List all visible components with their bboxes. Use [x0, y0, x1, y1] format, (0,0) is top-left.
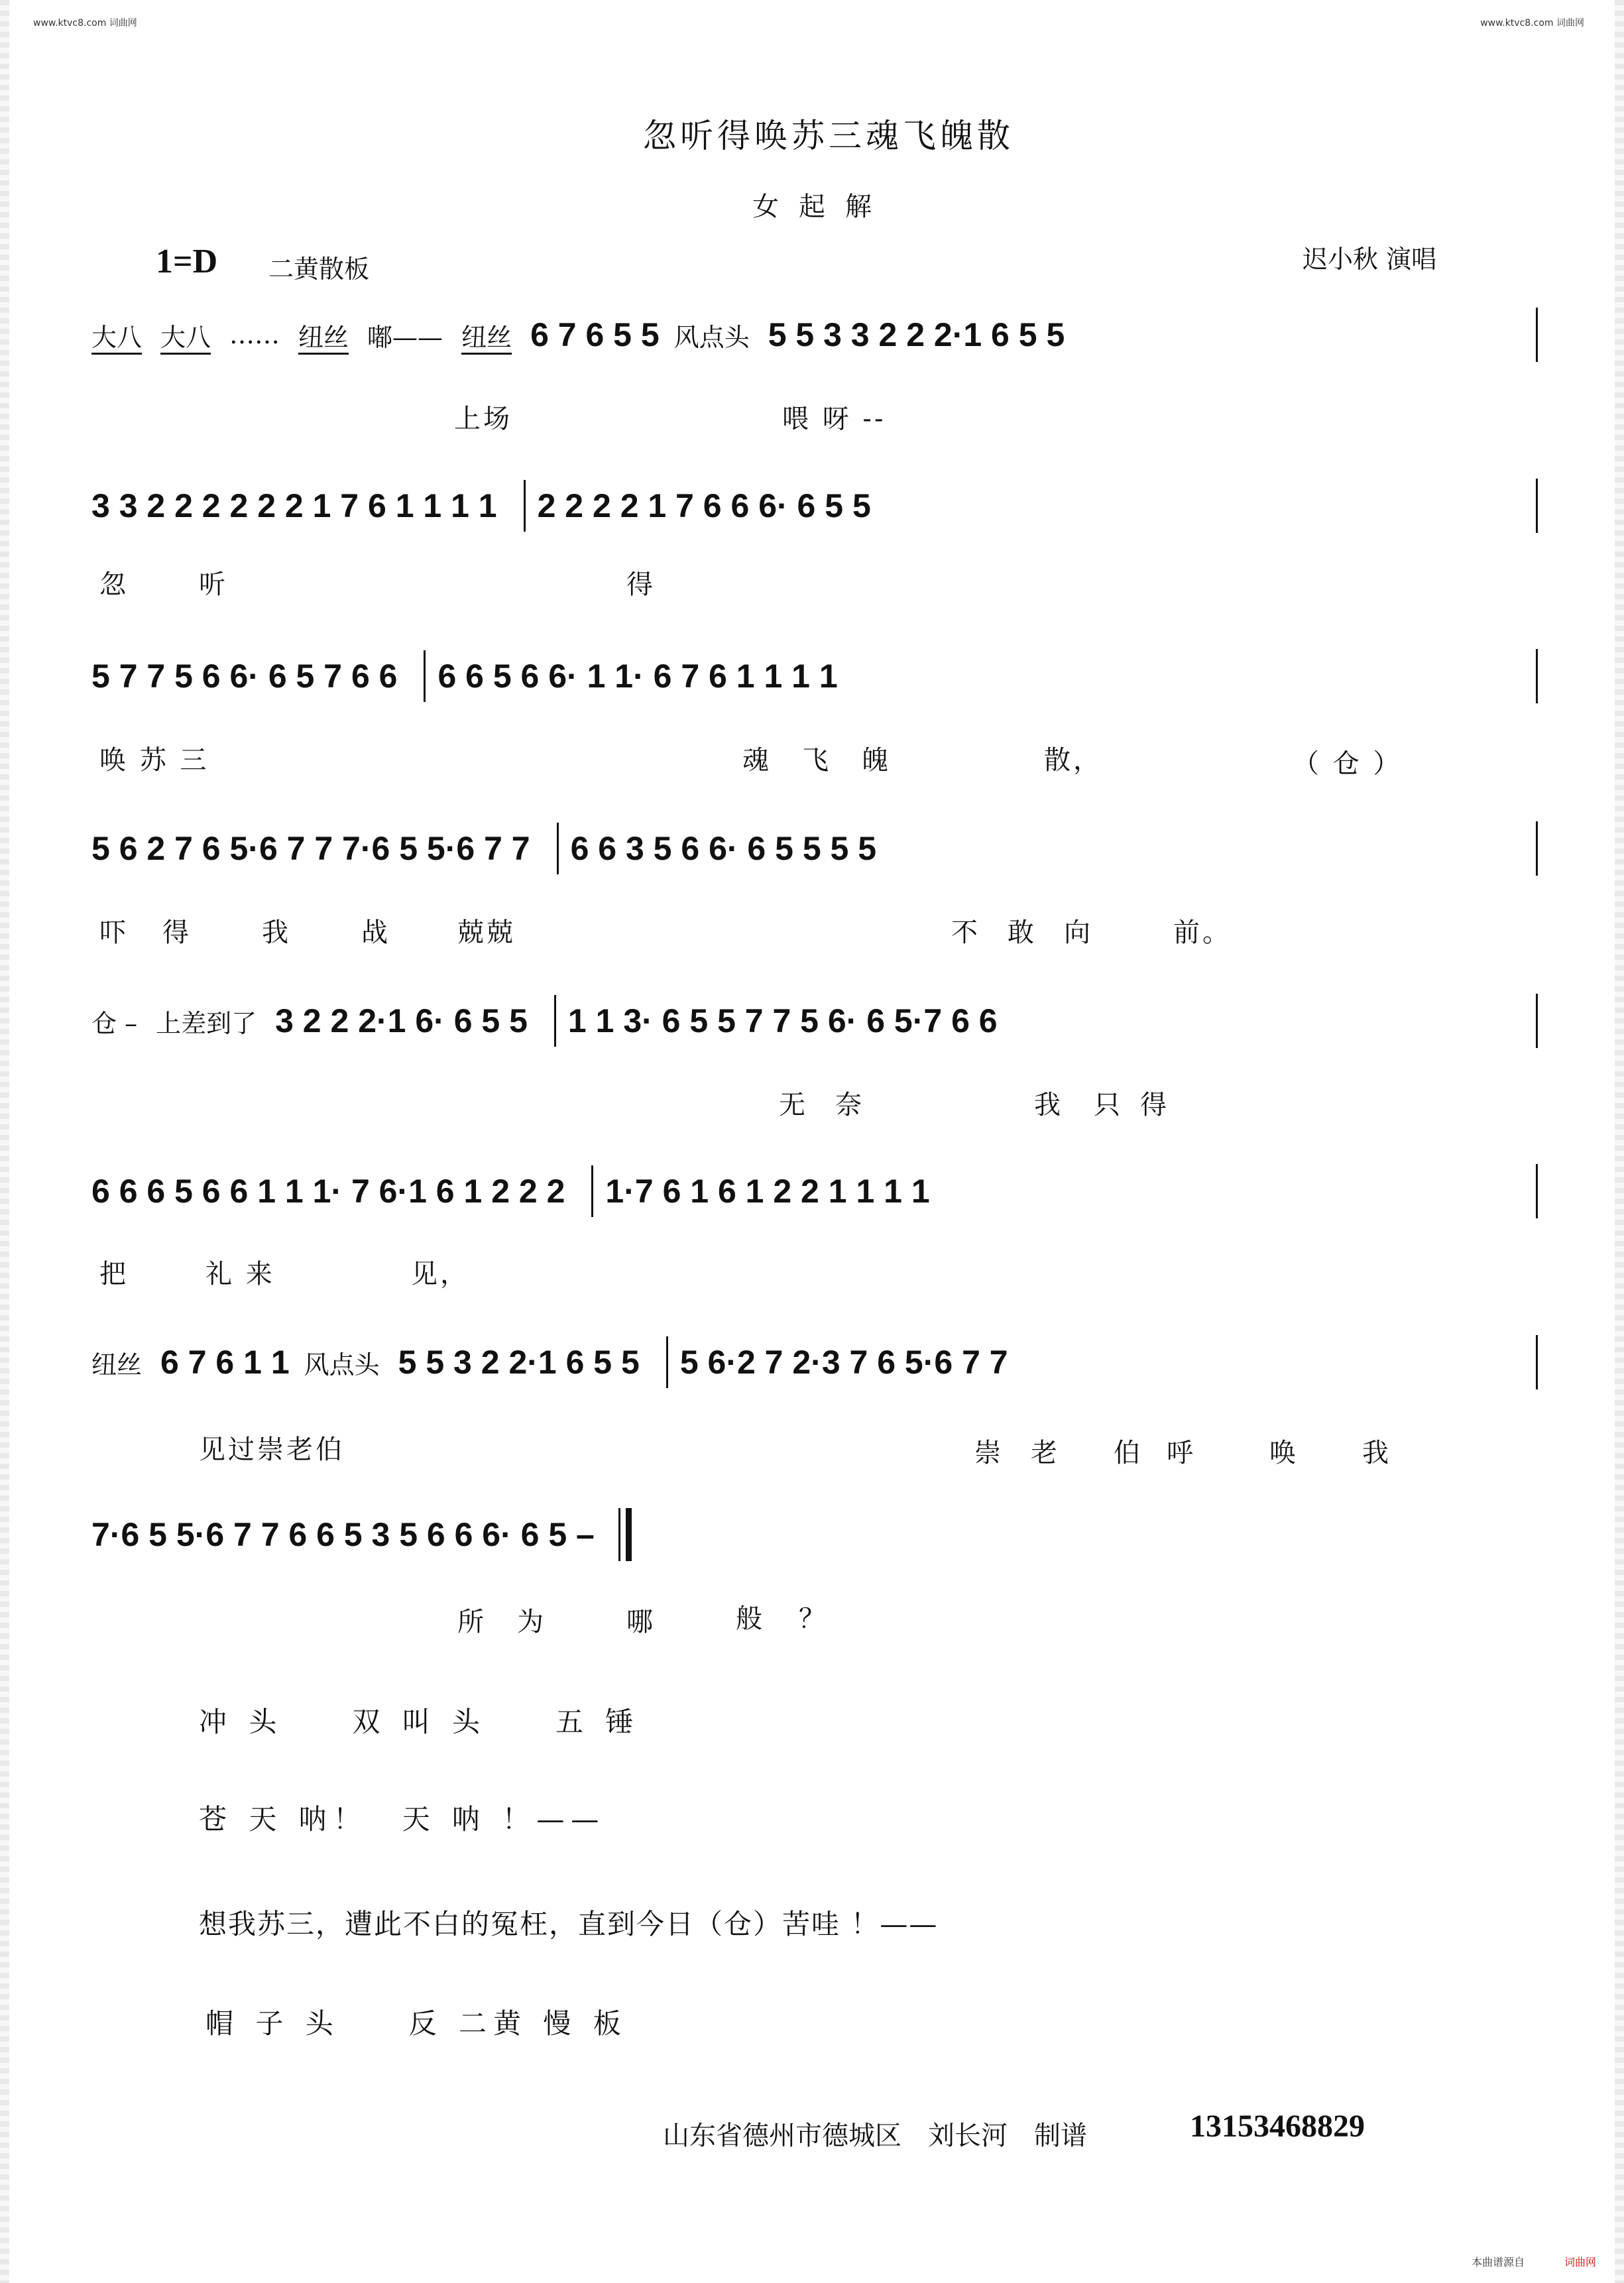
bar-line [591, 1165, 593, 1217]
label-fengdiantou-2: 风点头 [304, 1350, 380, 1379]
score-line-2 [91, 476, 1538, 536]
lyric: 礼 来 [205, 1259, 275, 1289]
label-shangchai: 上差到了 [156, 1008, 257, 1038]
lyric: 为 [517, 1607, 546, 1637]
lyric: 无 [779, 1090, 808, 1120]
score-line-4 [91, 819, 1538, 878]
lyric: 唤 [1269, 1438, 1299, 1468]
notes-segment: 5 6 2 7 6 5·6 7 7 7·6 5 5·6 7 7 [91, 830, 530, 867]
key-signature: 1=D [156, 243, 218, 280]
lyric: 老 [1031, 1438, 1060, 1468]
song-title: 忽听得唤苏三魂飞魄散 [643, 117, 1014, 155]
label-cang: 仓 – [91, 1008, 138, 1038]
performer: 迟小秋 演唱 [1303, 245, 1437, 274]
notes-segment: 3 2 2 2·1 6· 6 5 5 [275, 1002, 528, 1039]
lyric: 前。 [1173, 917, 1232, 948]
final-bar-line [618, 1508, 632, 1561]
bar-line [557, 823, 559, 874]
lyric: 我 [262, 917, 291, 948]
bar-line [1536, 308, 1538, 362]
bar-line [1536, 1335, 1538, 1389]
lyric: 崇 [974, 1438, 1004, 1468]
lyric: 伯 [1114, 1438, 1143, 1468]
notes-segment: 6 6 6 5 6 6 1 1 1· 7 6·1 6 1 2 2 2 [91, 1173, 565, 1210]
lyric: （ 仓 ） [1293, 748, 1403, 779]
notes-segment: 5 6·2 7 2·3 7 6 5·6 7 7 [679, 1344, 1008, 1381]
bar-line [1536, 994, 1538, 1048]
notes-segment: 5 7 7 5 6 6· 6 5 7 6 6 [91, 658, 398, 695]
notes-segment: 5 5 3 3 2 2 2·1 6 5 5 [768, 316, 1065, 353]
contact-phone: 13153468829 [1190, 2109, 1365, 2144]
notes-segment: 1 1 3· 6 5 5 7 7 5 6· 6 5·7 6 6 [567, 1002, 998, 1039]
bar-line [1536, 479, 1538, 533]
notes-segment: 6 7 6 1 1 [160, 1344, 290, 1381]
label-daba-1: 大八 [91, 322, 143, 352]
label-du: 嘟—— [367, 322, 443, 352]
lyric: 见， [411, 1259, 469, 1289]
notes-segment: 6 6 5 6 6· 1 1· 6 7 6 1 1 1 1 [437, 658, 838, 695]
bar-line [424, 650, 426, 702]
song-subtitle: 女起解 [752, 192, 892, 222]
label-niusi-3: 纽丝 [91, 1350, 143, 1379]
lyric: 只 [1094, 1090, 1123, 1120]
lyric: 奈 [835, 1090, 864, 1120]
label-daba-2: 大八 [160, 322, 211, 352]
arranger-credit: 山东省德州市德城区 刘长河 制谱 [663, 2121, 1087, 2151]
cue-line-2: 苍 天 呐！ 天 呐 ！—— [199, 1803, 606, 1836]
lyric: 忽 [99, 569, 129, 600]
lyric: 飞 [802, 745, 831, 776]
lyric: 哪 [626, 1607, 656, 1637]
bar-line [1536, 649, 1538, 703]
score-line-6 [91, 1161, 1538, 1221]
lyric: 唤 苏 三 [99, 745, 209, 776]
notes-segment: 1·7 6 1 6 1 2 2 1 1 1 1 [605, 1173, 930, 1210]
score-line-1 [91, 305, 1538, 365]
lyric: 魄 [862, 745, 891, 776]
score-line-8 [91, 1505, 1538, 1564]
lyric: 敢 [1008, 917, 1037, 948]
lyric: 般 [736, 1604, 765, 1634]
meter-label: 二黄散板 [268, 255, 370, 284]
lyric: 散， [1044, 745, 1102, 776]
label-niusi-2: 纽丝 [461, 322, 512, 352]
bar-line [524, 480, 526, 532]
lyric: 所 [457, 1607, 487, 1637]
notes-segment: 2 2 2 2 1 7 6 6 6· 6 5 5 [537, 487, 871, 524]
cue-line-1: 冲 头 双 叫 头 五 锤 [199, 1706, 640, 1738]
lyric: 听 [199, 569, 228, 600]
lyric: 上场 [454, 404, 512, 434]
lyric: 呼 [1167, 1438, 1196, 1468]
cue-line-4: 帽 子 头 反 二黄 慢 板 [205, 2007, 628, 2040]
lyric: 得 [162, 917, 192, 948]
bar-line [554, 995, 556, 1047]
score-line-3 [91, 646, 1538, 706]
lyric: 得 [1140, 1090, 1169, 1120]
label-niusi-1: 纽丝 [298, 322, 349, 352]
label-fengdiantou: 风点头 [673, 322, 750, 352]
lyric: 兢兢 [457, 917, 516, 948]
lyric: 向 [1064, 917, 1093, 948]
site-logo: 词曲网 [1564, 2256, 1597, 2268]
notes-segment: 5 5 3 2 2·1 6 5 5 [398, 1344, 640, 1381]
notes-segment: 6 7 6 5 5 [530, 316, 660, 353]
site-watermark-left: www.ktvc8.com 词曲网 [33, 18, 137, 29]
site-watermark-right: www.ktvc8.com 词曲网 [1480, 18, 1584, 29]
lyric: 见过崇老伯 [199, 1434, 345, 1465]
lyric: ？ [799, 1604, 828, 1634]
label-ellipsis: …… [229, 320, 280, 349]
left-border [0, 0, 9, 2283]
right-border [1615, 0, 1624, 2283]
score-line-5 [91, 991, 1538, 1051]
lyric: 得 [626, 569, 656, 600]
lyric: 我 [1362, 1438, 1391, 1468]
bar-line [1536, 1164, 1538, 1218]
lyric: 魂 [742, 745, 772, 776]
lyric: 把 [99, 1259, 129, 1289]
cue-line-3: 想我苏三，遭此不白的冤枉，直到今日（仓）苦哇 ！—— [199, 1908, 939, 1940]
bar-line [1536, 821, 1538, 876]
notes-segment: 3 3 2 2 2 2 2 2 1 7 6 1 1 1 1 [91, 487, 497, 524]
lyric: 不 [951, 917, 980, 948]
lyric: 战 [361, 917, 390, 948]
score-line-7 [91, 1332, 1538, 1392]
source-label: 本曲谱源自 [1472, 2256, 1525, 2268]
lyric: 我 [1034, 1090, 1063, 1120]
bar-line [666, 1336, 668, 1388]
lyric: 喂 呀 -- [782, 404, 886, 434]
notes-segment: 7·6 5 5·6 7 7 6 6 5 3 5 6 6 6· 6 5 – [91, 1516, 595, 1553]
notes-segment: 6 6 3 5 6 6· 6 5 5 5 5 [570, 830, 877, 867]
lyric: 吓 [99, 917, 129, 948]
